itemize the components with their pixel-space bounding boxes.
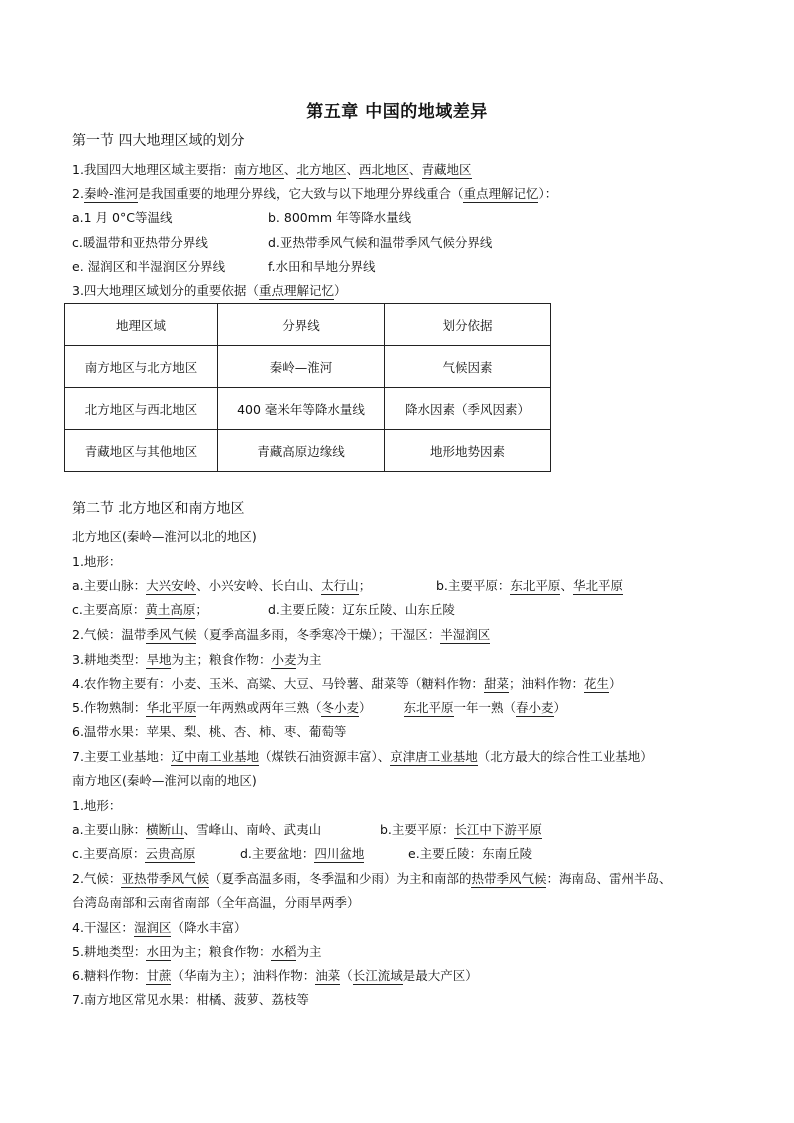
table-cell: 400 毫米年等降水量线 bbox=[218, 388, 385, 430]
south-plains: b.主要平原：长江中下游平原 bbox=[380, 822, 542, 837]
north-title: 北方地区(秦岭—淮河以北的地区) bbox=[72, 529, 257, 544]
south-plateau: c.主要高原：云贵高原 bbox=[72, 846, 196, 861]
south-moisture: 4.干湿区：湿润区（降水丰富） bbox=[72, 920, 247, 935]
table-cell: 南方地区与北方地区 bbox=[65, 346, 218, 388]
s1-line-1: 1.我国四大地理区域主要指：南方地区、北方地区、西北地区、青藏地区 bbox=[72, 162, 472, 177]
table-cell: 秦岭—淮河 bbox=[218, 346, 385, 388]
north-plateau: c.主要高原：黄土高原； bbox=[72, 602, 208, 617]
option-c: c.暖温带和亚热带分界线 bbox=[72, 235, 208, 250]
section1-heading: 第一节 四大地理区域的划分 bbox=[72, 133, 245, 149]
south-terrain: 1.地形： bbox=[72, 798, 122, 813]
table-row bbox=[65, 346, 551, 388]
region-division-table bbox=[64, 303, 551, 472]
section2-heading: 第二节 北方地区和南方地区 bbox=[72, 501, 245, 517]
table-cell: 气候因素 bbox=[385, 346, 551, 388]
south-mountains: a.主要山脉：横断山、雪峰山、南岭、武夷山 bbox=[72, 822, 322, 837]
north-crops: 4.农作物主要有：小麦、玉米、高粱、大豆、马铃薯、甜菜等（糖料作物：甜菜；油料作物：花生） bbox=[72, 676, 622, 691]
south-title: 南方地区(秦岭—淮河以南的地区) bbox=[72, 773, 257, 788]
table-cell: 青藏高原边缘线 bbox=[218, 430, 385, 472]
north-terrain: 1.地形： bbox=[72, 554, 122, 569]
south-farmland: 5.耕地类型：水田为主；粮食作物：水稻为主 bbox=[72, 944, 322, 959]
north-fruits: 6.温带水果：苹果、梨、桃、杏、柿、枣、葡萄等 bbox=[72, 724, 347, 739]
south-hills: e.主要丘陵：东南丘陵 bbox=[408, 846, 533, 861]
north-industry: 7.主要工业基地：辽中南工业基地（煤铁石油资源丰富）、京津唐工业基地（北方最大的综合性工业基地） bbox=[72, 749, 653, 764]
table-header-cell: 地理区域 bbox=[65, 304, 218, 346]
table-row bbox=[65, 388, 551, 430]
south-basin: d.主要盆地：四川盆地 bbox=[240, 846, 365, 861]
option-a: a.1 月 0°C等温线 bbox=[72, 210, 173, 225]
table-cell: 青藏地区与其他地区 bbox=[65, 430, 218, 472]
north-mountains: a.主要山脉：大兴安岭、小兴安岭、长白山、太行山； bbox=[72, 578, 372, 593]
table-header-cell: 分界线 bbox=[218, 304, 385, 346]
table-cell: 北方地区与西北地区 bbox=[65, 388, 218, 430]
south-fruits: 7.南方地区常见水果：柑橘、菠萝、荔枝等 bbox=[72, 992, 309, 1007]
table-row bbox=[65, 430, 551, 472]
north-cropping-system: 5.作物熟制：华北平原一年两熟或两年三熟（冬小麦） 东北平原一年一熟（春小麦） bbox=[72, 700, 567, 715]
north-farmland: 3.耕地类型：旱地为主；粮食作物：小麦为主 bbox=[72, 652, 322, 667]
south-climate-cont: 台湾岛南部和云南省南部（全年高温，分雨旱两季） bbox=[72, 895, 360, 910]
table-header-row bbox=[65, 304, 551, 346]
table-cell: 降水因素（季风因素） bbox=[385, 388, 551, 430]
south-climate: 2.气候：亚热带季风气候（夏季高温多雨，冬季温和少雨）为主和南部的热带季风气候：海南岛、雷州半岛、 bbox=[72, 871, 672, 886]
chapter-title: 第五章 中国的地域差异 bbox=[306, 102, 488, 122]
option-e: e. 湿润区和半湿润区分界线 bbox=[72, 259, 226, 274]
table-cell: 地形地势因素 bbox=[385, 430, 551, 472]
south-crops: 6.糖料作物：甘蔗（华南为主）；油料作物：油菜（长江流域是最大产区） bbox=[72, 968, 478, 983]
s1-line-2: 2.秦岭-淮河是我国重要的地理分界线，它大致与以下地理分界线重合（重点理解记忆）： bbox=[72, 186, 558, 201]
option-f: f.水田和旱地分界线 bbox=[268, 259, 376, 274]
s1-line-3: 3.四大地理区域划分的重要依据（重点理解记忆） bbox=[72, 283, 347, 298]
option-d: d.亚热带季风气候和温带季风气候分界线 bbox=[268, 235, 493, 250]
north-plains: b.主要平原：东北平原、华北平原 bbox=[436, 578, 623, 593]
north-hills: d.主要丘陵：辽东丘陵、山东丘陵 bbox=[268, 602, 455, 617]
north-climate: 2.气候：温带季风气候（夏季高温多雨，冬季寒冷干燥）；干湿区：半湿润区 bbox=[72, 627, 491, 642]
table-header-cell: 划分依据 bbox=[385, 304, 551, 346]
option-b: b. 800mm 年等降水量线 bbox=[268, 210, 412, 225]
